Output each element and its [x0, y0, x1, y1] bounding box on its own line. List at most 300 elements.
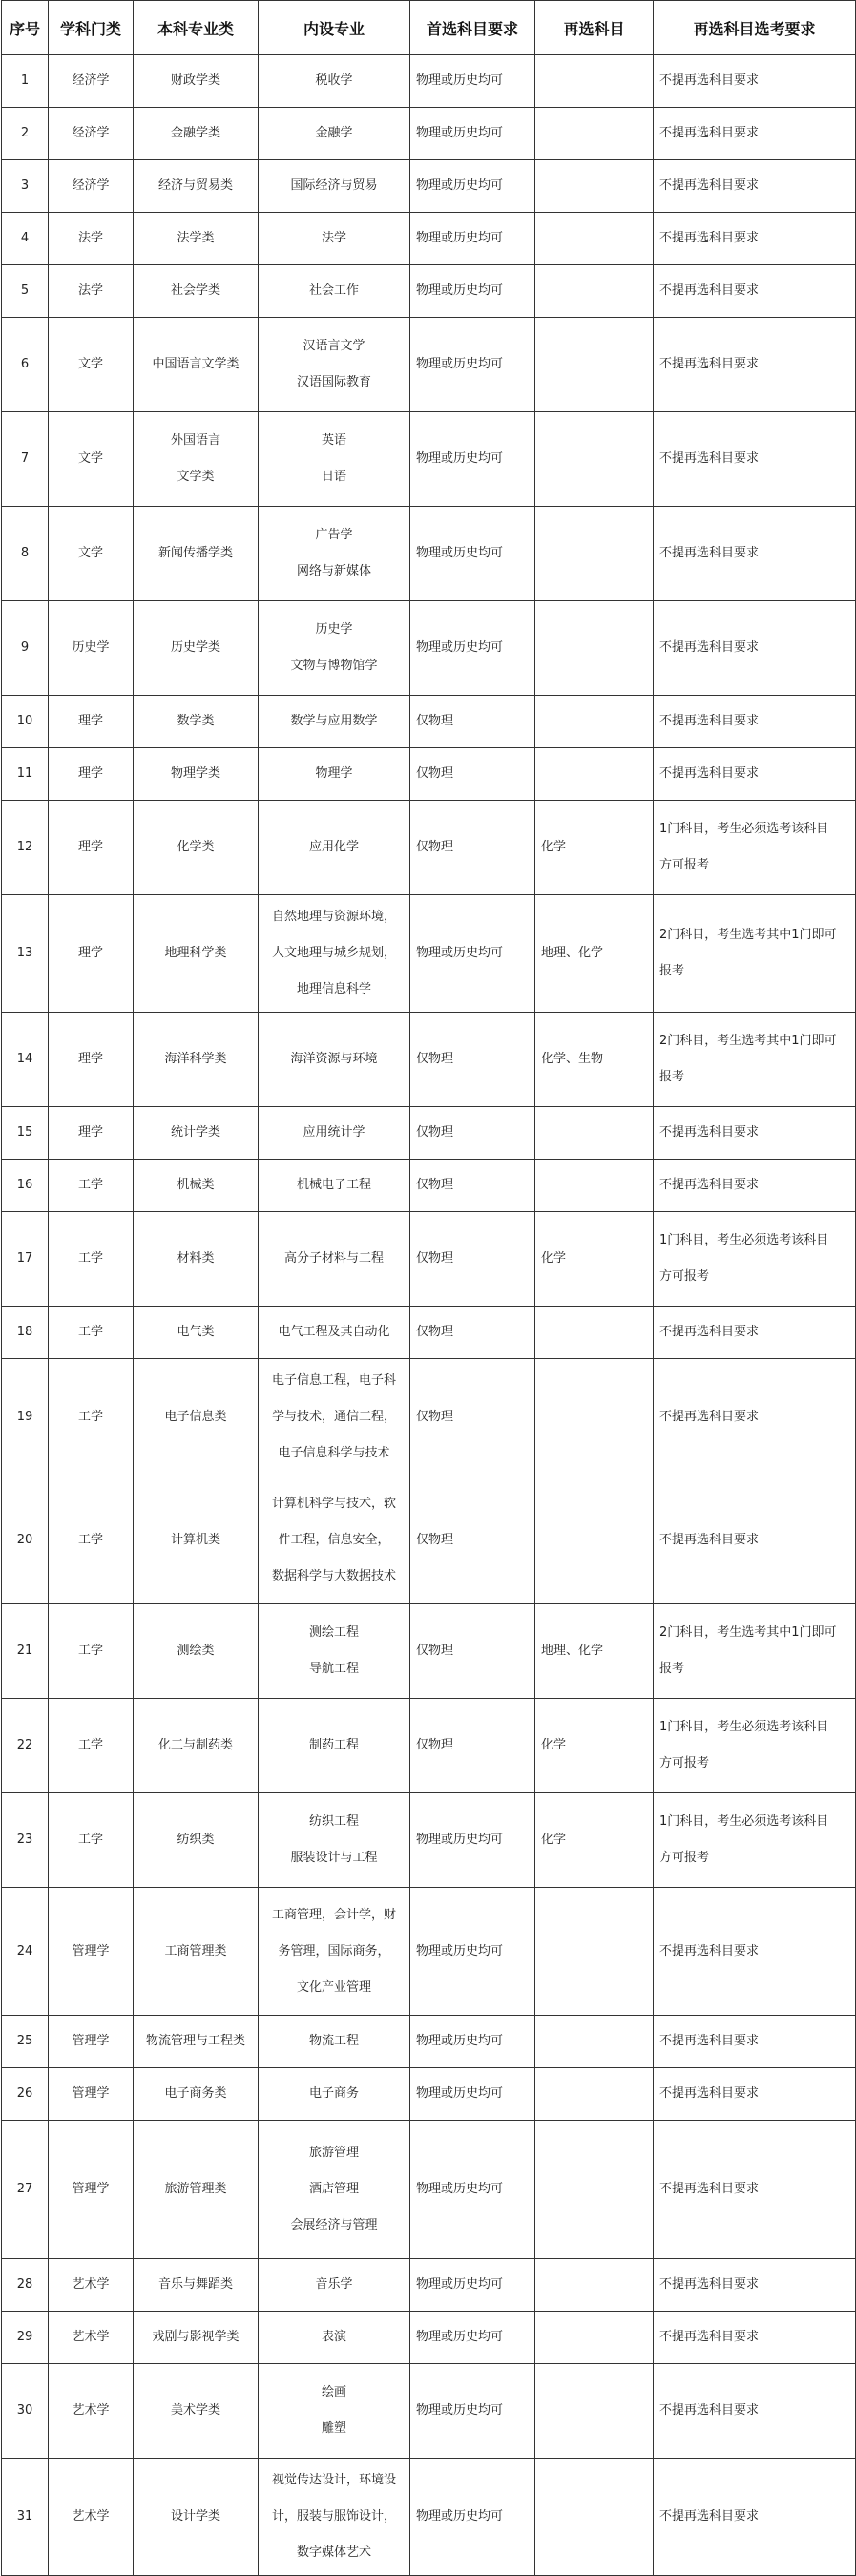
cell-majors-line: 音乐学: [315, 2277, 353, 2292]
cell-major-class: [134, 2364, 259, 2459]
cell-second-subject: [535, 748, 654, 801]
cell-no-line: 26: [16, 2086, 33, 2101]
cell-second-subject: [535, 1604, 654, 1699]
cell-major-class-line: 工商管理类: [164, 1943, 227, 1958]
cell-second-subject: [535, 55, 654, 108]
cell-first-subject-line: 仅物理: [416, 1052, 454, 1066]
cell-category: [49, 2312, 134, 2364]
cell-majors-line: 广告学: [315, 528, 353, 542]
cell-second-requirement: [654, 1476, 856, 1604]
cell-major-class-line: 电子商务类: [164, 2086, 227, 2101]
cell-no: [2, 801, 49, 895]
cell-no: [2, 1604, 49, 1699]
cell-second-subject: [535, 801, 654, 895]
cell-second-subject-line: 地理、化学: [541, 946, 604, 960]
cell-no-line: 14: [16, 1052, 33, 1066]
cell-category-line: 文学: [77, 546, 103, 560]
cell-no-line: 1: [20, 73, 30, 88]
cell-second-requirement: [654, 895, 856, 1013]
cell-major-class: [134, 160, 259, 213]
cell-first-subject-line: 物理或历史均可: [416, 2182, 504, 2196]
cell-first-subject: [410, 1307, 535, 1359]
cell-no: [2, 55, 49, 108]
cell-category-line: 经济学: [72, 178, 110, 193]
cell-first-subject-line: 物理或历史均可: [416, 546, 504, 560]
cell-first-subject-line: 仅物理: [416, 766, 454, 781]
header-no: 序号: [2, 1, 49, 55]
cell-first-subject: [410, 1888, 535, 2016]
cell-first-subject-line: 物理或历史均可: [416, 640, 504, 655]
cell-majors-line: 自然地理与资源环境，: [271, 910, 396, 924]
cell-first-subject: [410, 1604, 535, 1699]
cell-no-line: 7: [20, 451, 30, 466]
cell-second-requirement-line: 1门科目，考生必须选考该科目: [659, 1814, 829, 1829]
cell-major-class-line: 外国语言: [170, 433, 220, 448]
cell-second-subject: [535, 696, 654, 748]
cell-no-line: 9: [20, 640, 30, 655]
table-row: [2, 2259, 856, 2312]
header-second-subject: 再选科目: [535, 1, 654, 55]
cell-category-line: 理学: [77, 946, 103, 960]
cell-no: [2, 2121, 49, 2259]
cell-no: [2, 2312, 49, 2364]
cell-second-requirement: [654, 507, 856, 601]
cell-first-subject: [410, 2312, 535, 2364]
cell-second-requirement: [654, 696, 856, 748]
cell-majors: [259, 2459, 410, 2576]
cell-majors-line: 导航工程: [308, 1662, 359, 1676]
cell-second-requirement: [654, 1107, 856, 1160]
cell-second-requirement-line: 不提再选科目要求: [659, 546, 760, 560]
cell-category: [49, 895, 134, 1013]
cell-category: [49, 2068, 134, 2121]
cell-category-line: 艺术学: [72, 2403, 110, 2418]
cell-category-line: 理学: [77, 1125, 103, 1140]
cell-category: [49, 318, 134, 412]
cell-category: [49, 265, 134, 318]
cell-first-subject-line: 仅物理: [416, 1125, 454, 1140]
cell-major-class-line: 戏剧与影视学类: [152, 2330, 240, 2344]
cell-no: [2, 2459, 49, 2576]
cell-category-line: 工学: [77, 1178, 103, 1192]
cell-majors-line: 制药工程: [308, 1738, 359, 1752]
cell-majors-line: 文化产业管理: [296, 1979, 371, 1995]
cell-major-class: [134, 507, 259, 601]
cell-major-class: [134, 318, 259, 412]
cell-second-subject: [535, 2121, 654, 2259]
cell-majors: [259, 801, 410, 895]
cell-majors-line: 汉语言文学: [303, 339, 365, 353]
cell-category-line: 管理学: [72, 2034, 110, 2048]
cell-first-subject: [410, 265, 535, 318]
cell-majors-line: 数据科学与大数据技术: [271, 1568, 396, 1583]
cell-category: [49, 1604, 134, 1699]
cell-second-requirement: [654, 108, 856, 160]
cell-category: [49, 1212, 134, 1307]
cell-no-line: 23: [16, 1833, 33, 1847]
table-row: [2, 1793, 856, 1888]
cell-second-requirement-line: 方可报考: [659, 1756, 710, 1770]
cell-majors-line: 物流工程: [308, 2034, 359, 2048]
cell-major-class-line: 电气类: [177, 1325, 215, 1339]
cell-first-subject-line: 仅物理: [416, 714, 454, 728]
cell-second-subject-line: 化学、生物: [541, 1052, 604, 1066]
cell-no-line: 25: [16, 2034, 33, 2048]
cell-second-requirement-line: 不提再选科目要求: [659, 714, 760, 728]
cell-second-subject-line: 化学: [541, 1738, 567, 1752]
cell-second-requirement: [654, 2364, 856, 2459]
cell-no-line: 6: [20, 357, 30, 371]
cell-majors-line: 表演: [321, 2330, 346, 2344]
header-major-class: 本科专业类: [134, 1, 259, 55]
cell-major-class-line: 数学类: [177, 714, 215, 728]
cell-no: [2, 2259, 49, 2312]
cell-majors-line: 工商管理，会计学，财: [271, 1907, 396, 1922]
cell-first-subject-line: 物理或历史均可: [416, 2086, 504, 2101]
cell-category-line: 理学: [77, 714, 103, 728]
cell-major-class: [134, 1160, 259, 1212]
cell-second-requirement: [654, 1013, 856, 1107]
cell-no: [2, 507, 49, 601]
cell-second-requirement-line: 不提再选科目要求: [659, 640, 760, 655]
cell-second-requirement: [654, 1160, 856, 1212]
cell-first-subject-line: 物理或历史均可: [416, 357, 504, 371]
cell-major-class: [134, 1307, 259, 1359]
cell-majors-line: 服装设计与工程: [290, 1851, 378, 1865]
cell-second-subject: [535, 895, 654, 1013]
cell-first-subject-line: 物理或历史均可: [416, 451, 504, 466]
cell-majors: [259, 213, 410, 265]
table-row: [2, 2459, 856, 2576]
cell-no-line: 5: [20, 283, 30, 298]
table-row: [2, 55, 856, 108]
cell-second-requirement: [654, 412, 856, 507]
cell-second-requirement-line: 不提再选科目要求: [659, 766, 760, 781]
table-row: [2, 1307, 856, 1359]
cell-major-class: [134, 1013, 259, 1107]
cell-second-requirement-line: 不提再选科目要求: [659, 1325, 760, 1339]
cell-category-line: 经济学: [72, 126, 110, 140]
cell-no: [2, 1359, 49, 1476]
cell-major-class: [134, 2121, 259, 2259]
cell-category: [49, 2016, 134, 2068]
cell-first-subject: [410, 2259, 535, 2312]
cell-second-requirement: [654, 1604, 856, 1699]
cell-majors-line: 纺织工程: [308, 1814, 359, 1829]
cell-no-line: 29: [16, 2330, 33, 2344]
cell-first-subject: [410, 1013, 535, 1107]
cell-first-subject: [410, 412, 535, 507]
cell-major-class-line: 地理科学类: [164, 946, 227, 960]
cell-second-subject: [535, 2016, 654, 2068]
cell-category-line: 艺术学: [72, 2330, 110, 2344]
cell-major-class: [134, 748, 259, 801]
cell-category-line: 管理学: [72, 2086, 110, 2101]
cell-majors-line: 电子信息科学与技术: [278, 1446, 390, 1460]
cell-major-class: [134, 1604, 259, 1699]
cell-no: [2, 2016, 49, 2068]
cell-major-class-line: 财政学类: [170, 73, 220, 88]
cell-major-class: [134, 2068, 259, 2121]
cell-no-line: 12: [16, 840, 33, 854]
cell-second-subject-line: 化学: [541, 840, 567, 854]
cell-major-class: [134, 1359, 259, 1476]
cell-second-subject: [535, 318, 654, 412]
cell-second-requirement-line: 不提再选科目要求: [659, 2509, 760, 2524]
cell-category: [49, 108, 134, 160]
cell-major-class: [134, 55, 259, 108]
table-row: [2, 601, 856, 696]
cell-majors-line: 社会工作: [308, 283, 359, 298]
cell-major-class: [134, 1888, 259, 2016]
table-row: [2, 108, 856, 160]
cell-no: [2, 265, 49, 318]
cell-second-requirement: [654, 2068, 856, 2121]
cell-second-requirement: [654, 2121, 856, 2259]
cell-second-subject: [535, 1476, 654, 1604]
cell-category-line: 工学: [77, 1410, 103, 1424]
cell-majors-line: 计，服装与服饰设计，: [271, 2509, 396, 2524]
cell-no-line: 28: [16, 2277, 33, 2292]
cell-no-line: 18: [16, 1325, 33, 1339]
cell-major-class: [134, 601, 259, 696]
cell-first-subject-line: 物理或历史均可: [416, 2034, 504, 2048]
header-first-subject: 首选科目要求: [410, 1, 535, 55]
cell-first-subject: [410, 1476, 535, 1604]
cell-second-requirement: [654, 318, 856, 412]
cell-no-line: 19: [16, 1410, 33, 1424]
cell-first-subject-line: 仅物理: [416, 840, 454, 854]
cell-category: [49, 1307, 134, 1359]
cell-category-line: 法学: [77, 283, 103, 298]
cell-major-class-line: 历史学类: [170, 640, 220, 655]
cell-major-class-line: 新闻传播学类: [157, 546, 233, 560]
cell-second-requirement-line: 不提再选科目要求: [659, 2277, 760, 2292]
cell-majors-line: 物理学: [315, 766, 353, 781]
cell-first-subject: [410, 108, 535, 160]
table-row: [2, 696, 856, 748]
cell-majors: [259, 2312, 410, 2364]
cell-majors: [259, 1160, 410, 1212]
cell-second-requirement-line: 2门科目，考生选考其中1门即可: [659, 928, 837, 942]
cell-no: [2, 748, 49, 801]
cell-major-class: [134, 2312, 259, 2364]
cell-second-subject: [535, 1793, 654, 1888]
cell-first-subject-line: 物理或历史均可: [416, 126, 504, 140]
cell-major-class-line: 美术学类: [170, 2403, 220, 2418]
cell-second-requirement-line: 方可报考: [659, 858, 710, 872]
cell-majors-line: 税收学: [315, 73, 353, 88]
table-row: [2, 1604, 856, 1699]
cell-second-requirement: [654, 1359, 856, 1476]
table-row: [2, 1212, 856, 1307]
cell-no-line: 15: [16, 1125, 33, 1140]
cell-second-requirement-line: 报考: [659, 1070, 685, 1084]
table-row: [2, 160, 856, 213]
cell-no: [2, 1160, 49, 1212]
cell-majors-line: 雕塑: [321, 2421, 346, 2436]
cell-category: [49, 2364, 134, 2459]
cell-majors-line: 高分子材料与工程: [283, 1251, 384, 1266]
cell-second-requirement-line: 1门科目，考生必须选考该科目: [659, 822, 829, 836]
cell-first-subject: [410, 2068, 535, 2121]
cell-first-subject-line: 物理或历史均可: [416, 231, 504, 245]
table-row: [2, 1359, 856, 1476]
cell-majors: [259, 1307, 410, 1359]
cell-majors-line: 法学: [321, 231, 346, 245]
cell-second-requirement-line: 1门科目，考生必须选考该科目: [659, 1233, 829, 1247]
cell-second-requirement: [654, 1212, 856, 1307]
cell-category-line: 工学: [77, 1532, 103, 1547]
cell-category: [49, 601, 134, 696]
cell-second-subject-line: 化学: [541, 1251, 567, 1266]
cell-category: [49, 1888, 134, 2016]
cell-second-subject: [535, 1699, 654, 1793]
cell-category-line: 文学: [77, 357, 103, 371]
cell-majors-line: 英语: [321, 433, 346, 448]
cell-first-subject-line: 物理或历史均可: [416, 2403, 504, 2418]
cell-majors: [259, 2121, 410, 2259]
cell-no: [2, 1212, 49, 1307]
cell-category: [49, 160, 134, 213]
cell-first-subject-line: 仅物理: [416, 1325, 454, 1339]
cell-major-class-line: 材料类: [177, 1251, 215, 1266]
cell-second-subject: [535, 2312, 654, 2364]
cell-majors-line: 电气工程及其自动化: [278, 1325, 390, 1339]
cell-first-subject: [410, 801, 535, 895]
cell-second-requirement: [654, 1888, 856, 2016]
cell-second-requirement-line: 不提再选科目要求: [659, 178, 760, 193]
cell-second-requirement-line: 不提再选科目要求: [659, 2330, 760, 2344]
cell-majors-line: 电子商务: [308, 2086, 359, 2101]
cell-no-line: 30: [16, 2403, 33, 2418]
table-row: [2, 2121, 856, 2259]
cell-majors: [259, 2259, 410, 2312]
cell-second-requirement-line: 不提再选科目要求: [659, 1410, 760, 1424]
cell-first-subject: [410, 1160, 535, 1212]
cell-major-class-line: 物流管理与工程类: [145, 2034, 245, 2048]
header-majors: 内设专业: [259, 1, 410, 55]
cell-major-class-line: 海洋科学类: [164, 1052, 227, 1066]
cell-majors-line: 机械电子工程: [296, 1178, 371, 1192]
cell-major-class-line: 音乐与舞蹈类: [157, 2277, 233, 2292]
cell-first-subject-line: 仅物理: [416, 1251, 454, 1266]
table-row: [2, 895, 856, 1013]
cell-second-requirement: [654, 1699, 856, 1793]
cell-no-line: 22: [16, 1738, 33, 1752]
cell-first-subject: [410, 2459, 535, 2576]
table-row: [2, 1107, 856, 1160]
table-row: [2, 265, 856, 318]
cell-majors: [259, 1107, 410, 1160]
cell-no: [2, 1793, 49, 1888]
cell-no: [2, 2068, 49, 2121]
cell-majors-line: 数学与应用数学: [290, 714, 378, 728]
cell-second-requirement-line: 不提再选科目要求: [659, 1178, 760, 1192]
cell-first-subject: [410, 1107, 535, 1160]
cell-second-subject: [535, 1307, 654, 1359]
cell-no: [2, 601, 49, 696]
table-row: [2, 1699, 856, 1793]
cell-majors-line: 网络与新媒体: [296, 564, 371, 578]
cell-major-class-line: 化学类: [177, 840, 215, 854]
cell-first-subject-line: 物理或历史均可: [416, 1833, 504, 1847]
cell-first-subject: [410, 55, 535, 108]
cell-first-subject-line: 仅物理: [416, 1178, 454, 1192]
cell-second-subject: [535, 1359, 654, 1476]
cell-category-line: 理学: [77, 766, 103, 781]
cell-second-requirement-line: 2门科目，考生选考其中1门即可: [659, 1034, 837, 1048]
cell-first-subject-line: 仅物理: [416, 1738, 454, 1752]
table-row: [2, 507, 856, 601]
cell-category: [49, 55, 134, 108]
cell-majors: [259, 1888, 410, 2016]
cell-second-requirement-line: 2门科目，考生选考其中1门即可: [659, 1625, 837, 1640]
cell-no-line: 27: [16, 2182, 33, 2196]
cell-first-subject: [410, 1699, 535, 1793]
header-category: 学科门类: [49, 1, 134, 55]
cell-majors: [259, 2364, 410, 2459]
cell-no-line: 8: [20, 546, 30, 560]
cell-no: [2, 318, 49, 412]
cell-major-class-line: 统计学类: [170, 1125, 220, 1140]
cell-majors: [259, 160, 410, 213]
cell-second-requirement: [654, 2259, 856, 2312]
cell-majors: [259, 55, 410, 108]
cell-major-class: [134, 1107, 259, 1160]
cell-first-subject: [410, 213, 535, 265]
cell-second-subject: [535, 2068, 654, 2121]
cell-second-requirement-line: 不提再选科目要求: [659, 1125, 760, 1140]
cell-no-line: 4: [20, 231, 30, 245]
cell-category-line: 艺术学: [72, 2509, 110, 2524]
cell-no-line: 17: [16, 1251, 33, 1266]
cell-second-subject: [535, 1212, 654, 1307]
cell-no-line: 24: [16, 1943, 33, 1958]
cell-major-class: [134, 801, 259, 895]
cell-second-requirement-line: 不提再选科目要求: [659, 126, 760, 140]
table-row: [2, 318, 856, 412]
cell-no-line: 2: [20, 126, 30, 140]
cell-major-class-line: 中国语言文学类: [152, 357, 240, 371]
cell-second-subject: [535, 1160, 654, 1212]
cell-category: [49, 1359, 134, 1476]
table-row: [2, 2068, 856, 2121]
cell-majors-line: 文物与博物馆学: [290, 659, 378, 673]
cell-first-subject: [410, 2364, 535, 2459]
cell-majors: [259, 2016, 410, 2068]
cell-category: [49, 1107, 134, 1160]
cell-first-subject-line: 物理或历史均可: [416, 2330, 504, 2344]
cell-category-line: 工学: [77, 1644, 103, 1658]
cell-category: [49, 2121, 134, 2259]
cell-second-subject-line: 化学: [541, 1833, 567, 1847]
cell-no: [2, 412, 49, 507]
cell-no: [2, 213, 49, 265]
cell-second-subject: [535, 213, 654, 265]
cell-majors: [259, 412, 410, 507]
cell-second-subject: [535, 1888, 654, 2016]
cell-category: [49, 801, 134, 895]
cell-second-requirement-line: 不提再选科目要求: [659, 451, 760, 466]
cell-second-requirement: [654, 55, 856, 108]
cell-majors-line: 人文地理与城乡规划，: [271, 946, 396, 960]
cell-second-requirement: [654, 265, 856, 318]
cell-category: [49, 696, 134, 748]
cell-category: [49, 748, 134, 801]
cell-majors: [259, 1359, 410, 1476]
cell-no-line: 13: [16, 946, 33, 960]
